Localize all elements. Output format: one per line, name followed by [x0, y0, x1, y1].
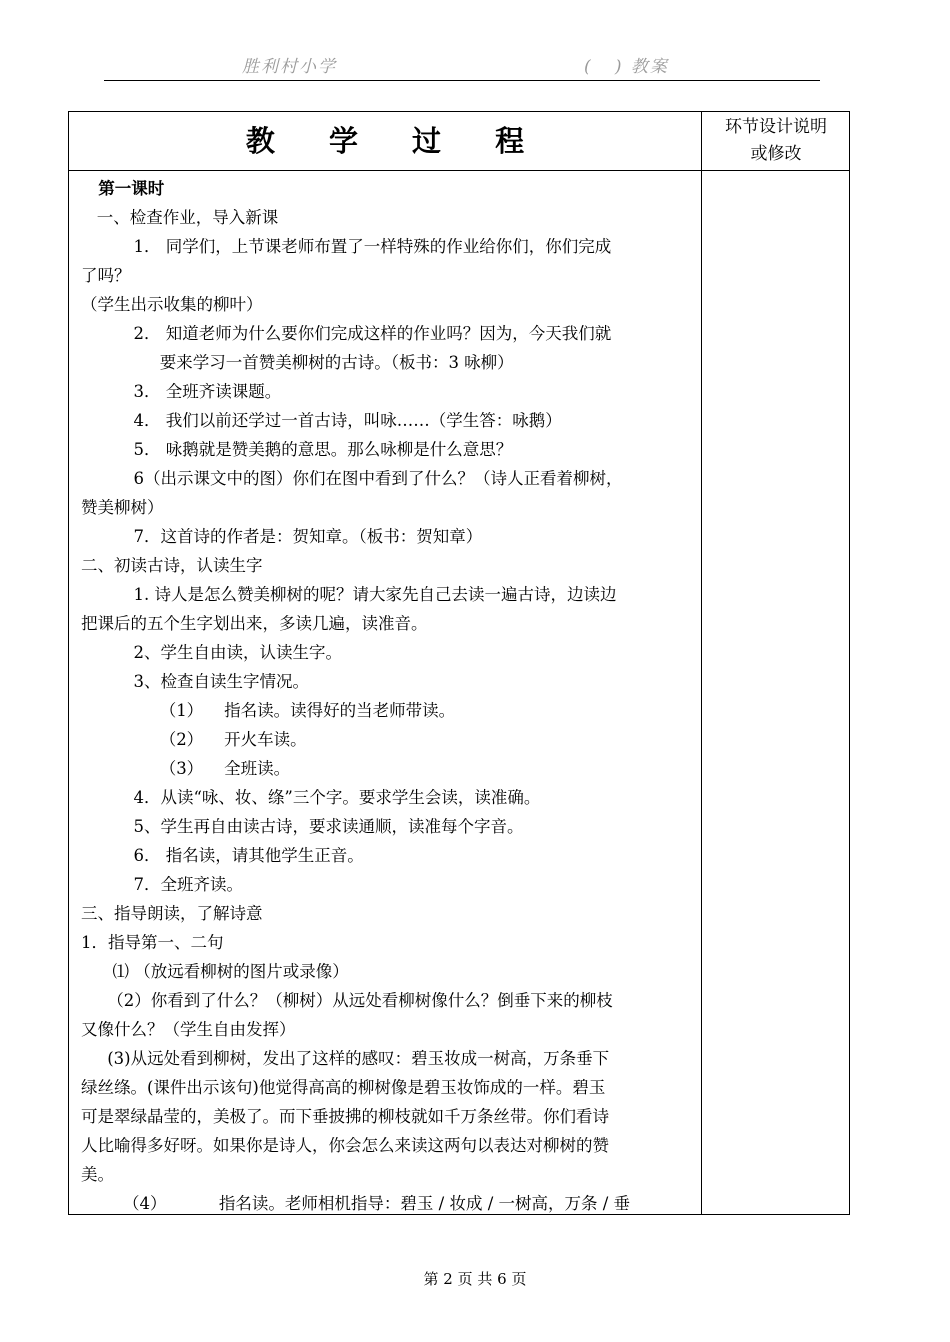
content-line: 又像什么？（学生自由发挥）: [81, 1020, 296, 1039]
content-line: 6（出示课文中的图）你们在图中看到了什么？（诗人正看着柳树，: [81, 469, 623, 488]
content-line: 7．全班齐读。: [81, 875, 243, 894]
content-line: (3)从远处看到柳树，发出了这样的感叹：碧玉妆成一树高，万条垂下: [81, 1049, 610, 1068]
content-line: 把课后的五个生字划出来，多读几遍，读准音。: [81, 614, 428, 633]
content-line: 人比喻得多好呀。如果你是诗人，你会怎么来读这两句以表达对柳树的赞: [81, 1136, 609, 1155]
lesson-table: [68, 111, 850, 1215]
content-line: 4．从读“咏、妆、绦”三个字。要求学生会读，读准确。: [81, 788, 541, 807]
design-notes-header: [702, 114, 850, 168]
content-line: 赞美柳树）: [81, 498, 164, 517]
header-row-divider: [69, 170, 849, 171]
content-line: 3． 全班齐读课题。: [81, 382, 282, 401]
content-line: 3、检查自读生字情况。: [81, 672, 309, 691]
content-line: （3） 全班读。: [81, 759, 291, 778]
column-divider: [701, 112, 702, 1214]
content-line: （1） 指名读。读得好的当老师带读。: [81, 701, 456, 720]
content-line: 二、初读古诗，认读生字: [81, 556, 263, 575]
lesson-content: [81, 174, 691, 1218]
content-line: 一、检查作业，导入新课: [81, 208, 279, 227]
content-line: 5、学生再自由读古诗，要求读通顺，读准每个字音。: [81, 817, 524, 836]
teaching-process-title: 教 学 过 程: [245, 124, 547, 158]
content-line: 1. 诗人是怎么赞美柳树的呢？请大家先自己去读一遍古诗，边读边: [81, 585, 617, 604]
content-line: 三、指导朗读，了解诗意: [81, 904, 263, 923]
lesson-plan-label: ( ) 教案: [584, 57, 669, 77]
content-line: 2． 知道老师为什么要你们完成这样的作业吗？因为，今天我们就: [81, 324, 612, 343]
content-line: （2） 开火车读。: [81, 730, 307, 749]
content-line: 5． 咏鹅就是赞美鹅的意思。那么咏柳是什么意思？: [81, 440, 513, 459]
content-line: 要来学习一首赞美柳树的古诗。（板书：3 咏柳）: [81, 353, 514, 372]
content-line: 绿丝绦。(课件出示该句)他觉得高高的柳树像是碧玉妆饰成的一样。碧玉: [81, 1078, 606, 1097]
content-line: ⑴ （放远看柳树的图片或录像）: [81, 962, 349, 981]
content-line: 1． 同学们，上节课老师布置了一样特殊的作业给你们，你们完成: [81, 237, 612, 256]
content-line: 4． 我们以前还学过一首古诗，叫咏……（学生答：咏鹅）: [81, 411, 562, 430]
page-number: 第 2 页 共 6 页: [423, 1270, 527, 1288]
design-notes-header-line-1: 环节设计说明: [725, 117, 827, 137]
content-line: 1．指导第一、二句: [81, 933, 224, 952]
content-line: （2）你看到了什么？（柳树）从远处看柳树像什么？倒垂下来的柳枝: [81, 991, 613, 1010]
content-line: 可是翠绿晶莹的，美极了。而下垂披拂的柳枝就如千万条丝带。你们看诗: [81, 1107, 609, 1126]
content-line: 2、学生自由读，认读生字。: [81, 643, 342, 662]
school-name: 胜利村小学: [242, 57, 337, 77]
page-header: [104, 50, 820, 81]
content-line: 7．这首诗的作者是：贺知章。（板书：贺知章）: [81, 527, 483, 546]
content-line: 6． 指名读，请其他学生正音。: [81, 846, 364, 865]
content-line: 美。: [81, 1165, 114, 1184]
content-line: （4） 指名读。老师相机指导：碧玉 / 妆成 / 一树高，万条 / 垂: [81, 1194, 631, 1213]
content-line: （学生出示收集的柳叶）: [81, 295, 263, 314]
design-notes-header-line-2: 或修改: [750, 144, 802, 164]
content-line: 了吗？: [81, 266, 131, 285]
content-line: 第一课时: [81, 179, 165, 198]
